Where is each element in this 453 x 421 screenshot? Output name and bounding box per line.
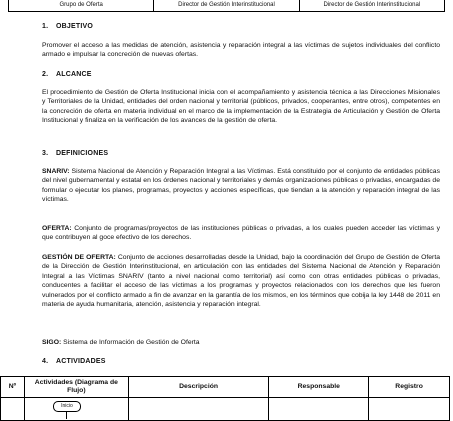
header-cell-2: Director de Gestión Interinstitucional bbox=[154, 0, 299, 11]
flowchart-connector bbox=[66, 411, 67, 419]
definition-sigo bbox=[42, 338, 440, 347]
definition-oferta bbox=[42, 224, 440, 243]
definition-term: GESTIÓN DE OFERTA: bbox=[42, 254, 116, 261]
section-number: 1. bbox=[42, 23, 49, 30]
header-table-row bbox=[8, 0, 445, 12]
definition-term: SIGO: bbox=[42, 339, 62, 346]
definition-text: Sistema de Información de Gestión de Oferta bbox=[61, 339, 200, 346]
section-title: OBJETIVO bbox=[56, 23, 93, 30]
activities-table-header-row bbox=[1, 377, 450, 398]
definition-term: SNARIV: bbox=[42, 168, 70, 175]
column-header-responsible: Responsable bbox=[269, 377, 369, 398]
section-number: 3. bbox=[42, 150, 49, 157]
section-heading-actividades bbox=[42, 358, 106, 365]
table-cell bbox=[369, 398, 450, 421]
column-header-record: Registro bbox=[369, 377, 450, 398]
table-cell bbox=[1, 398, 25, 421]
section-title: DEFINICIONES bbox=[56, 150, 109, 157]
column-header-description: Descripción bbox=[128, 377, 269, 398]
activities-table bbox=[0, 376, 450, 421]
table-row bbox=[1, 398, 450, 421]
section-number: 4. bbox=[42, 358, 49, 365]
table-cell bbox=[24, 398, 128, 421]
table-cell bbox=[128, 398, 269, 421]
section-number: 2. bbox=[42, 71, 49, 78]
section-heading-objetivo bbox=[42, 23, 93, 30]
definition-term: OFERTA: bbox=[42, 225, 72, 232]
section-title: ALCANCE bbox=[56, 71, 92, 78]
column-header-number: Nº bbox=[1, 377, 25, 398]
section-title: ACTIVIDADES bbox=[56, 358, 106, 365]
column-header-activities: Actividades (Diagrama de Flujo) bbox=[24, 377, 128, 398]
objetivo-paragraph: Promover el acceso a las medidas de atención, asistencia y reparación integral a las víctimas de sujetos individuales del conflicto armado e impulsar la concreción de nuevas ofertas. bbox=[42, 42, 440, 59]
definition-snariv bbox=[42, 167, 440, 205]
definition-text: Conjunto de acciones desarrolladas desde la Unidad, bajo la coordinación del Grupo de Gestión de Oferta de la Dirección de Gestión Interinstitucional, en articulación con las entidades del Sistema Nacional de Atención y Reparación Integral a las Víctimas SNARIV (tanto a nivel nacional como territorial) así como con otras entidades públicas o privadas, conducentes a facilitar el acceso de las víctimas a los programas y proyectos relacionados con los derechos que les fueron vulnerados por el conflicto armado a fin de avanzar en la garantía de los mismos, en los términos que cobija la ley 1448 de 2011 en materia de ayuda humanitaria, atención, asistencia y reparación integral. bbox=[42, 254, 440, 309]
alcance-paragraph: El procedimiento de Gestión de Oferta Institucional inicia con el acompañamiento y asistencia técnica a las Direcciones Misionales y Territoriales de la Unidad, entidades del orden nacional y territorial (públicos, privados, cooperantes, entre otros), competentes en la concreción de oferta en materia individual en el marco de la implementación de la Estrategia de Articulación y Gestión de Oferta Institucional y finaliza en la verificación de los avances de la gestión de oferta. bbox=[42, 89, 440, 125]
definition-text: Conjunto de programas/proyectos de las instituciones públicas o privadas, a los cuales pueden acceder las víctimas y que contribuyen al goce efectivo de los derechos. bbox=[42, 225, 440, 242]
section-heading-alcance bbox=[42, 71, 92, 78]
table-cell bbox=[269, 398, 369, 421]
flowchart-start-node: Inicio bbox=[53, 401, 81, 412]
header-cell-1: Grupo de Oferta bbox=[9, 0, 154, 11]
section-heading-definiciones bbox=[42, 150, 108, 157]
definition-gestion-de-oferta bbox=[42, 253, 440, 309]
definition-text: Sistema Nacional de Atención y Reparación Integral a las Víctimas. Está constituido por el conjunto de entidades públicas del nivel gubernamental y estatal en los órdenes nacional y territoriales y demás organizaciones públicas o privadas, encargadas de formular o ejecutar los planes, programas, proyectos y acciones específicas, que tiendan a la atención y reparación integral de las víctimas. bbox=[42, 168, 440, 204]
header-cell-3: Director de Gestión Interinstitucional bbox=[323, 2, 421, 8]
